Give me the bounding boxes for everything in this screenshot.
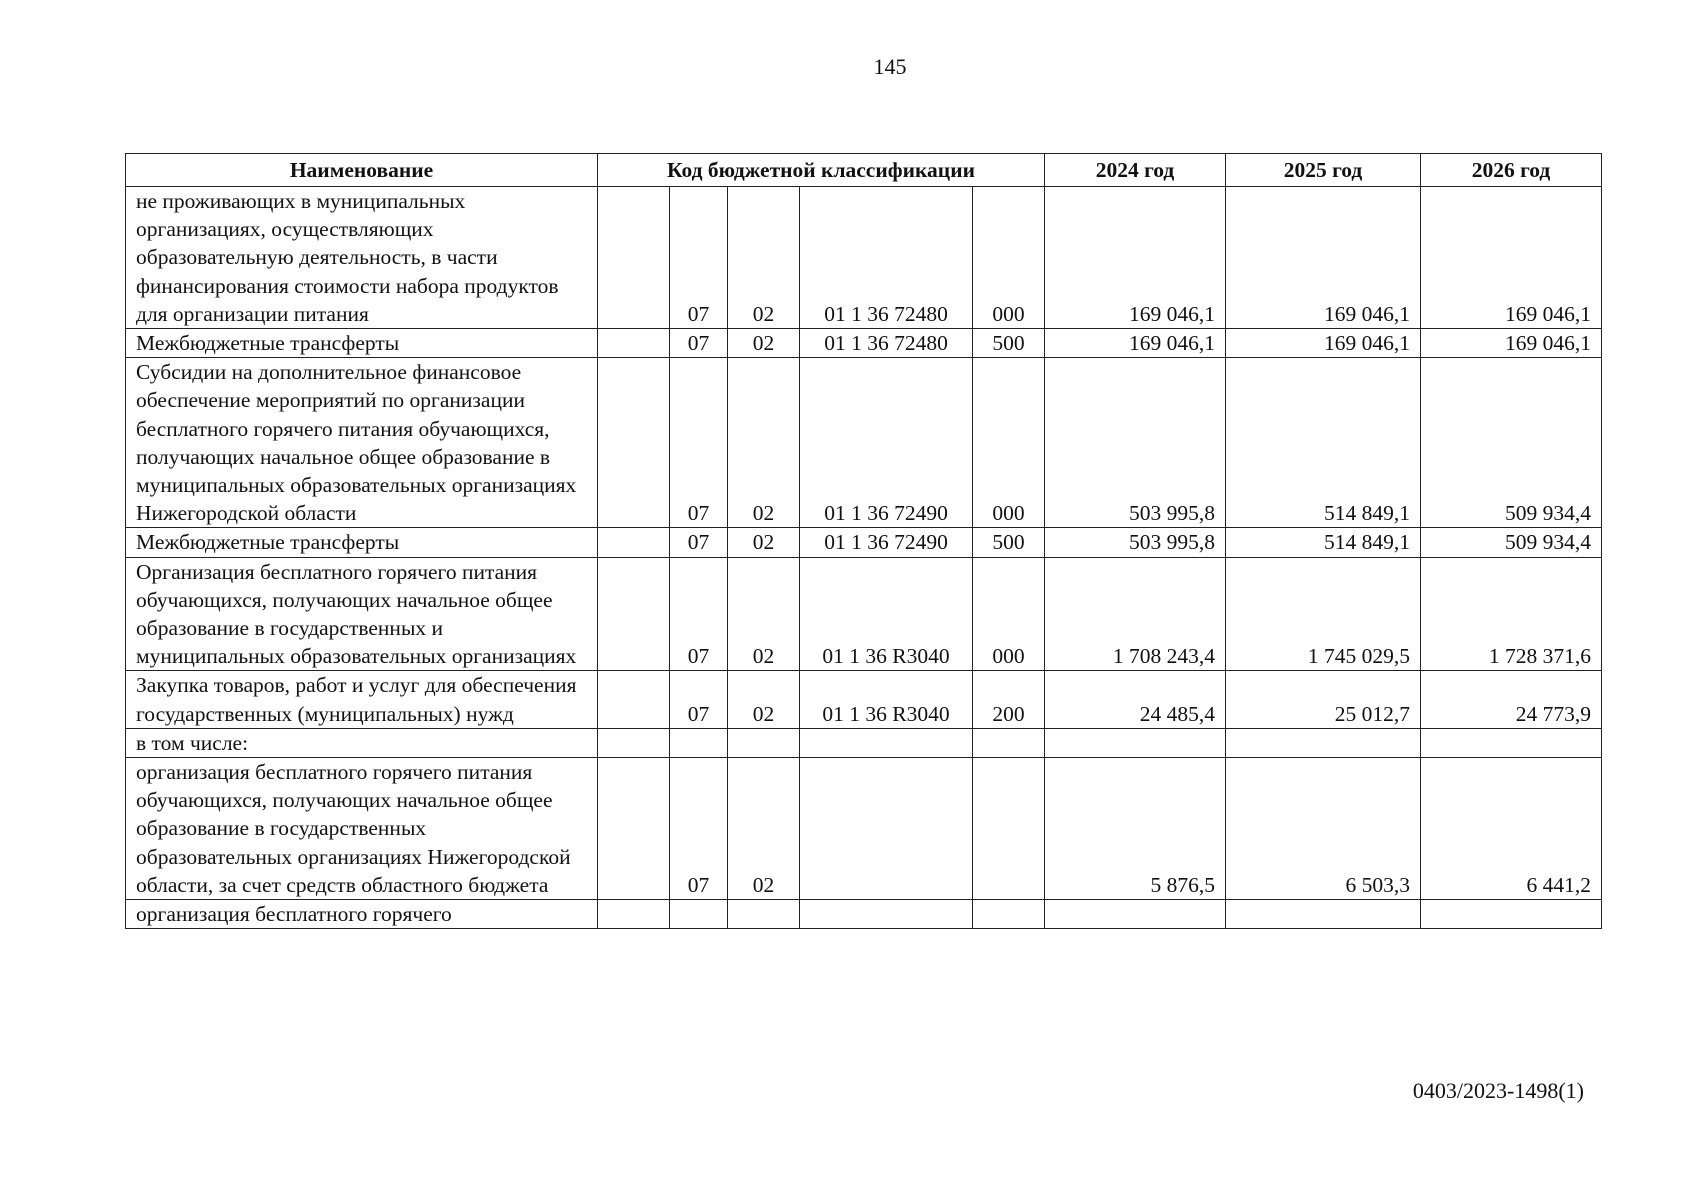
- cell-code-blank: [598, 728, 670, 757]
- cell-subsection: 02: [728, 187, 800, 329]
- table-row: [126, 187, 1602, 329]
- cell-expense-type: [973, 900, 1045, 929]
- table-body: [126, 187, 1602, 929]
- cell-name: Субсидии на дополнительное финансовое обеспечение мероприятий по организации бесплатного горячего питания обучающихся, получающих начальное общее образование в муниципальных образовательных организациях Нижегородской области: [126, 358, 598, 528]
- cell-expense-type: [973, 728, 1045, 757]
- cell-amount-2024: 24 485,4: [1045, 671, 1226, 728]
- cell-target-article: [800, 758, 973, 900]
- cell-amount-2026: 509 934,4: [1421, 358, 1602, 528]
- header-2025: 2025 год: [1226, 154, 1421, 187]
- cell-amount-2025: [1226, 728, 1421, 757]
- table-row: [126, 358, 1602, 528]
- cell-amount-2026: 169 046,1: [1421, 187, 1602, 329]
- header-2026: 2026 год: [1421, 154, 1602, 187]
- cell-section: 07: [670, 528, 728, 557]
- document-code: 0403/2023-1498(1): [1412, 1078, 1584, 1103]
- table-row: [126, 671, 1602, 728]
- cell-amount-2024: 503 995,8: [1045, 358, 1226, 528]
- cell-target-article: 01 1 36 R3040: [800, 671, 973, 728]
- cell-name: в том числе:: [126, 728, 598, 757]
- header-name: Наименование: [126, 154, 598, 187]
- cell-amount-2026: 509 934,4: [1421, 528, 1602, 557]
- cell-name: Организация бесплатного горячего питания обучающихся, получающих начальное общее образование в государственных и муниципальных образовательных организациях: [126, 557, 598, 671]
- cell-subsection: [728, 900, 800, 929]
- cell-amount-2024: 169 046,1: [1045, 329, 1226, 358]
- cell-expense-type: 000: [973, 187, 1045, 329]
- cell-section: 07: [670, 758, 728, 900]
- cell-subsection: 02: [728, 758, 800, 900]
- table-row: [126, 758, 1602, 900]
- cell-name: Межбюджетные трансферты: [126, 329, 598, 358]
- cell-section: 07: [670, 329, 728, 358]
- cell-code-blank: [598, 187, 670, 329]
- table-row: [126, 557, 1602, 671]
- page-number: 145: [873, 54, 907, 79]
- cell-code-blank: [598, 528, 670, 557]
- header-2024: 2024 год: [1045, 154, 1226, 187]
- cell-code-blank: [598, 758, 670, 900]
- cell-expense-type: 500: [973, 528, 1045, 557]
- cell-target-article: 01 1 36 72480: [800, 329, 973, 358]
- cell-expense-type: 000: [973, 557, 1045, 671]
- cell-amount-2025: [1226, 900, 1421, 929]
- cell-code-blank: [598, 671, 670, 728]
- cell-amount-2026: 6 441,2: [1421, 758, 1602, 900]
- cell-code-blank: [598, 900, 670, 929]
- table-header-row: [126, 154, 1602, 187]
- cell-amount-2026: [1421, 900, 1602, 929]
- cell-expense-type: 200: [973, 671, 1045, 728]
- cell-amount-2026: [1421, 728, 1602, 757]
- cell-amount-2024: 1 708 243,4: [1045, 557, 1226, 671]
- cell-name: организация бесплатного горячего питания обучающихся, получающих начальное общее образование в государственных образовательных организациях Нижегородской области, за счет средств областного бюджета: [126, 758, 598, 900]
- cell-subsection: 02: [728, 557, 800, 671]
- table-row: [126, 900, 1602, 929]
- cell-amount-2024: [1045, 728, 1226, 757]
- cell-amount-2025: 514 849,1: [1226, 358, 1421, 528]
- cell-subsection: 02: [728, 358, 800, 528]
- cell-subsection: [728, 728, 800, 757]
- cell-target-article: 01 1 36 72490: [800, 528, 973, 557]
- cell-section: 07: [670, 671, 728, 728]
- cell-name: Закупка товаров, работ и услуг для обеспечения государственных (муниципальных) нужд: [126, 671, 598, 728]
- cell-target-article: 01 1 36 72490: [800, 358, 973, 528]
- cell-amount-2025: 25 012,7: [1226, 671, 1421, 728]
- cell-amount-2024: 5 876,5: [1045, 758, 1226, 900]
- cell-amount-2025: 169 046,1: [1226, 187, 1421, 329]
- header-code: Код бюджетной классификации: [598, 154, 1045, 187]
- cell-amount-2024: [1045, 900, 1226, 929]
- cell-target-article: 01 1 36 R3040: [800, 557, 973, 671]
- cell-subsection: 02: [728, 329, 800, 358]
- cell-name: организация бесплатного горячего: [126, 900, 598, 929]
- cell-code-blank: [598, 329, 670, 358]
- cell-amount-2026: 1 728 371,6: [1421, 557, 1602, 671]
- cell-code-blank: [598, 358, 670, 528]
- table-row: [126, 728, 1602, 757]
- cell-name: не проживающих в муниципальных организациях, осуществляющих образовательную деятельность, в части финансирования стоимости набора продуктов для организации питания: [126, 187, 598, 329]
- table-row: [126, 329, 1602, 358]
- cell-target-article: [800, 900, 973, 929]
- cell-amount-2025: 1 745 029,5: [1226, 557, 1421, 671]
- cell-amount-2026: 169 046,1: [1421, 329, 1602, 358]
- cell-section: 07: [670, 358, 728, 528]
- cell-name: Межбюджетные трансферты: [126, 528, 598, 557]
- cell-section: [670, 728, 728, 757]
- cell-subsection: 02: [728, 528, 800, 557]
- cell-section: 07: [670, 557, 728, 671]
- cell-amount-2026: 24 773,9: [1421, 671, 1602, 728]
- cell-section: 07: [670, 187, 728, 329]
- cell-amount-2024: 503 995,8: [1045, 528, 1226, 557]
- cell-subsection: 02: [728, 671, 800, 728]
- cell-target-article: 01 1 36 72480: [800, 187, 973, 329]
- cell-amount-2025: 6 503,3: [1226, 758, 1421, 900]
- cell-code-blank: [598, 557, 670, 671]
- cell-amount-2025: 169 046,1: [1226, 329, 1421, 358]
- table-row: [126, 528, 1602, 557]
- cell-expense-type: 000: [973, 358, 1045, 528]
- cell-expense-type: 500: [973, 329, 1045, 358]
- cell-target-article: [800, 728, 973, 757]
- cell-section: [670, 900, 728, 929]
- cell-amount-2024: 169 046,1: [1045, 187, 1226, 329]
- budget-table: [125, 153, 1602, 929]
- cell-amount-2025: 514 849,1: [1226, 528, 1421, 557]
- cell-expense-type: [973, 758, 1045, 900]
